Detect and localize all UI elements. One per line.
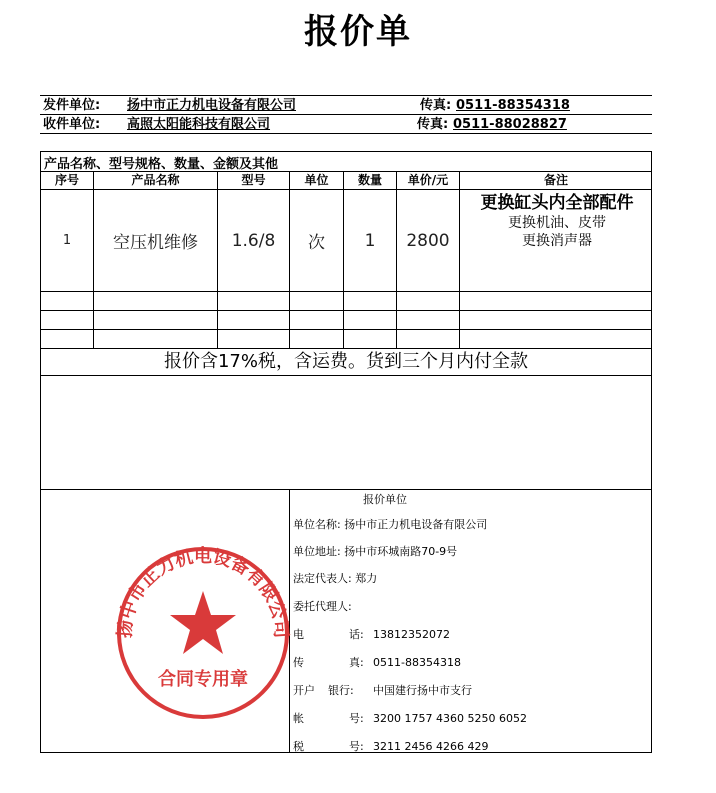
header-no: 序号 xyxy=(54,173,79,187)
header-notes: 备注 xyxy=(543,173,568,187)
note-line: 更换消声器 xyxy=(522,233,592,249)
fax-label-2: 真: xyxy=(349,656,364,669)
receiver-row xyxy=(40,116,652,133)
quote-unit-title: 报价单位 xyxy=(363,493,407,506)
cell-no: 1 xyxy=(62,233,72,248)
bank-label-2: 银行: xyxy=(328,684,354,697)
fax-value: 0511-88354318 xyxy=(373,656,461,669)
account-value: 3200 1757 4360 5250 6052 xyxy=(373,712,527,725)
sender-row xyxy=(40,97,652,114)
receiver-name: 高照太阳能科技有限公司 xyxy=(127,117,271,132)
phone-value: 13812352072 xyxy=(373,628,450,641)
header-qty: 数量 xyxy=(357,173,382,187)
sender-fax-label: 传真: xyxy=(420,98,452,113)
receiver-fax: 0511-88028827 xyxy=(453,117,567,132)
tax-id-value: 3211 2456 4266 429 xyxy=(373,740,489,753)
divider xyxy=(40,133,652,134)
page-title: 报价单 xyxy=(304,12,412,52)
cell-qty: 1 xyxy=(364,230,376,251)
sender-name: 扬中市正力机电设备有限公司 xyxy=(127,98,297,113)
bank-value: 中国建行扬中市支行 xyxy=(373,684,472,697)
tax-id-row xyxy=(293,740,489,754)
section-title: 产品名称、型号规格、数量、金额及其他 xyxy=(44,157,279,172)
cell-price: 2800 xyxy=(406,230,450,251)
bank-label: 开户 xyxy=(293,684,315,697)
cell-unit: 次 xyxy=(308,233,325,253)
agent: 委托代理人: xyxy=(293,600,352,613)
company-seal xyxy=(103,533,303,733)
header-unit: 单位 xyxy=(304,173,329,187)
note-line: 更换机油、皮带 xyxy=(508,215,606,231)
phone-label-2: 话: xyxy=(349,628,364,641)
tax-id-label-2: 号: xyxy=(349,740,364,753)
sender-label: 发件单位: xyxy=(43,98,101,113)
seal-ring-text: 扬中市正力机电设备有限公司 xyxy=(114,546,292,639)
seal-star-icon xyxy=(170,591,236,654)
phone-label: 电 xyxy=(293,628,304,641)
divider xyxy=(40,95,652,96)
tax-id-label: 税 xyxy=(293,740,304,753)
account-label: 帐 xyxy=(293,712,304,725)
divider xyxy=(40,114,652,115)
cell-notes xyxy=(462,192,652,250)
fax-label: 传 xyxy=(293,656,304,669)
header-product: 产品名称 xyxy=(131,173,180,187)
tax-note: 报价含17%税，含运费。货到三个月内付全款 xyxy=(163,351,528,372)
header-model: 型号 xyxy=(241,173,266,187)
quote-table xyxy=(40,151,652,753)
receiver-label: 收件单位: xyxy=(43,117,101,132)
legal-representative: 法定代表人: 郑力 xyxy=(293,572,378,585)
seal-bottom-text: 合同专用章 xyxy=(158,669,248,690)
note-line: 更换缸头内全部配件 xyxy=(480,193,634,213)
sender-fax: 0511-88354318 xyxy=(456,98,570,113)
cell-model: 1.6/8 xyxy=(231,230,276,251)
account-label-2: 号: xyxy=(349,712,364,725)
company-name: 单位名称: 扬中市正力机电设备有限公司 xyxy=(293,518,488,531)
company-address: 单位地址: 扬中市环城南路70-9号 xyxy=(293,545,458,558)
header-price: 单价/元 xyxy=(407,173,449,187)
cell-product: 空压机维修 xyxy=(113,233,198,253)
receiver-fax-label: 传真: xyxy=(417,117,449,132)
